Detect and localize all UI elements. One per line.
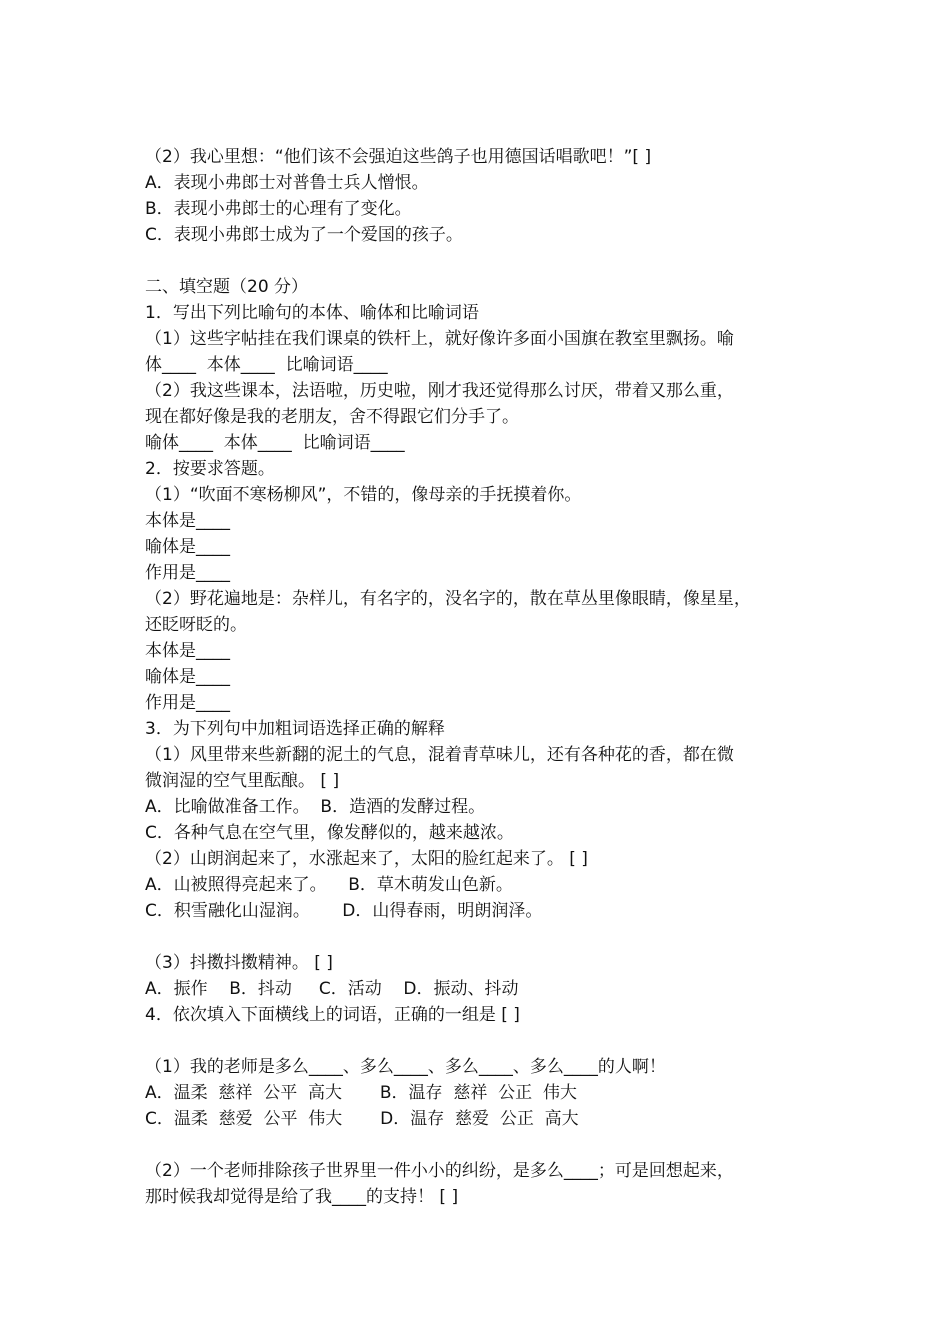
question-heading: 1．写出下列比喻句的本体、喻体和比喻词语 <box>145 303 479 323</box>
question-heading: 2．按要求答题。 <box>145 459 275 479</box>
text-line: （2）一个老师排除孩子世界里一件小小的纠纷，是多么____；可是回想起来， <box>145 1161 734 1181</box>
text-line: （2）我心里想：“他们该不会强迫这些鸽子也用德国话唱歌吧！”[ ] <box>145 147 652 167</box>
text-line: （2）山朗润起来了，水涨起来了，太阳的脸红起来了。 [ ] <box>145 849 588 869</box>
text-line: B．表现小弗郎士的心理有了变化。 <box>145 199 412 219</box>
text-line: （1）风里带来些新翻的泥土的气息，混着青草味儿，还有各种花的香，都在微 <box>145 745 734 765</box>
question-heading: 3．为下列句中加粗词语选择正确的解释 <box>145 719 445 739</box>
text-line: C．积雪融化山湿润。 D．山得春雨，明朗润泽。 <box>145 901 543 921</box>
text-line: （1）“吹面不寒杨柳风”，不错的，像母亲的手抚摸着你。 <box>145 485 582 505</box>
text-line: 本体是____ <box>145 511 230 531</box>
text-line: A．振作 B．抖动 C．活动 D．振动、抖动 <box>145 979 519 999</box>
blank-line <box>145 1028 825 1054</box>
blank-line <box>145 1132 825 1158</box>
text-line: 喻体____ 本体____ 比喻词语____ <box>145 433 405 453</box>
blank-line <box>145 924 825 950</box>
text-line: （1）我的老师是多么____、多么____、多么____、多么____的人啊！ <box>145 1057 666 1077</box>
text-line: 喻体是____ <box>145 537 230 557</box>
text-line: 作用是____ <box>145 693 230 713</box>
text-line: C．各种气息在空气里，像发酵似的，越来越浓。 <box>145 823 514 843</box>
text-line: 那时候我却觉得是给了我____的支持！ [ ] <box>145 1187 459 1207</box>
text-line: A．温柔 慈祥 公平 高大 B．温存 慈祥 公正 伟大 <box>145 1083 577 1103</box>
document-page <box>145 144 825 1210</box>
text-line: 喻体是____ <box>145 667 230 687</box>
text-line: A．比喻做准备工作。 B．造酒的发酵过程。 <box>145 797 486 817</box>
text-line: C．温柔 慈爱 公平 伟大 D．温存 慈爱 公正 高大 <box>145 1109 579 1129</box>
text-line: （3）抖擞抖擞精神。 [ ] <box>145 953 333 973</box>
text-line: A．山被照得亮起来了。 B．草木萌发山色新。 <box>145 875 513 895</box>
text-line: 还眨呀眨的。 <box>145 615 247 635</box>
question-heading: 4．依次填入下面横线上的词语，正确的一组是 [ ] <box>145 1005 520 1025</box>
text-line: 作用是____ <box>145 563 230 583</box>
section-heading: 二、填空题（20 分） <box>145 277 309 297</box>
text-line: 微润湿的空气里酝酿。 [ ] <box>145 771 340 791</box>
text-line: 现在都好像是我的老朋友，舍不得跟它们分手了。 <box>145 407 519 427</box>
text-line: 体____ 本体____ 比喻词语____ <box>145 355 388 375</box>
text-line: A．表现小弗郎士对普鲁士兵人憎恨。 <box>145 173 429 193</box>
text-line: C．表现小弗郎士成为了一个爱国的孩子。 <box>145 225 463 245</box>
text-line: （1）这些字帖挂在我们课桌的铁杆上，就好像许多面小国旗在教室里飘扬。喻 <box>145 329 734 349</box>
text-line: （2）我这些课本，法语啦，历史啦，刚才我还觉得那么讨厌，带着又那么重， <box>145 381 734 401</box>
text-line: 本体是____ <box>145 641 230 661</box>
text-line: （2）野花遍地是：杂样儿，有名字的，没名字的，散在草丛里像眼睛，像星星， <box>145 589 751 609</box>
blank-line <box>145 248 825 274</box>
